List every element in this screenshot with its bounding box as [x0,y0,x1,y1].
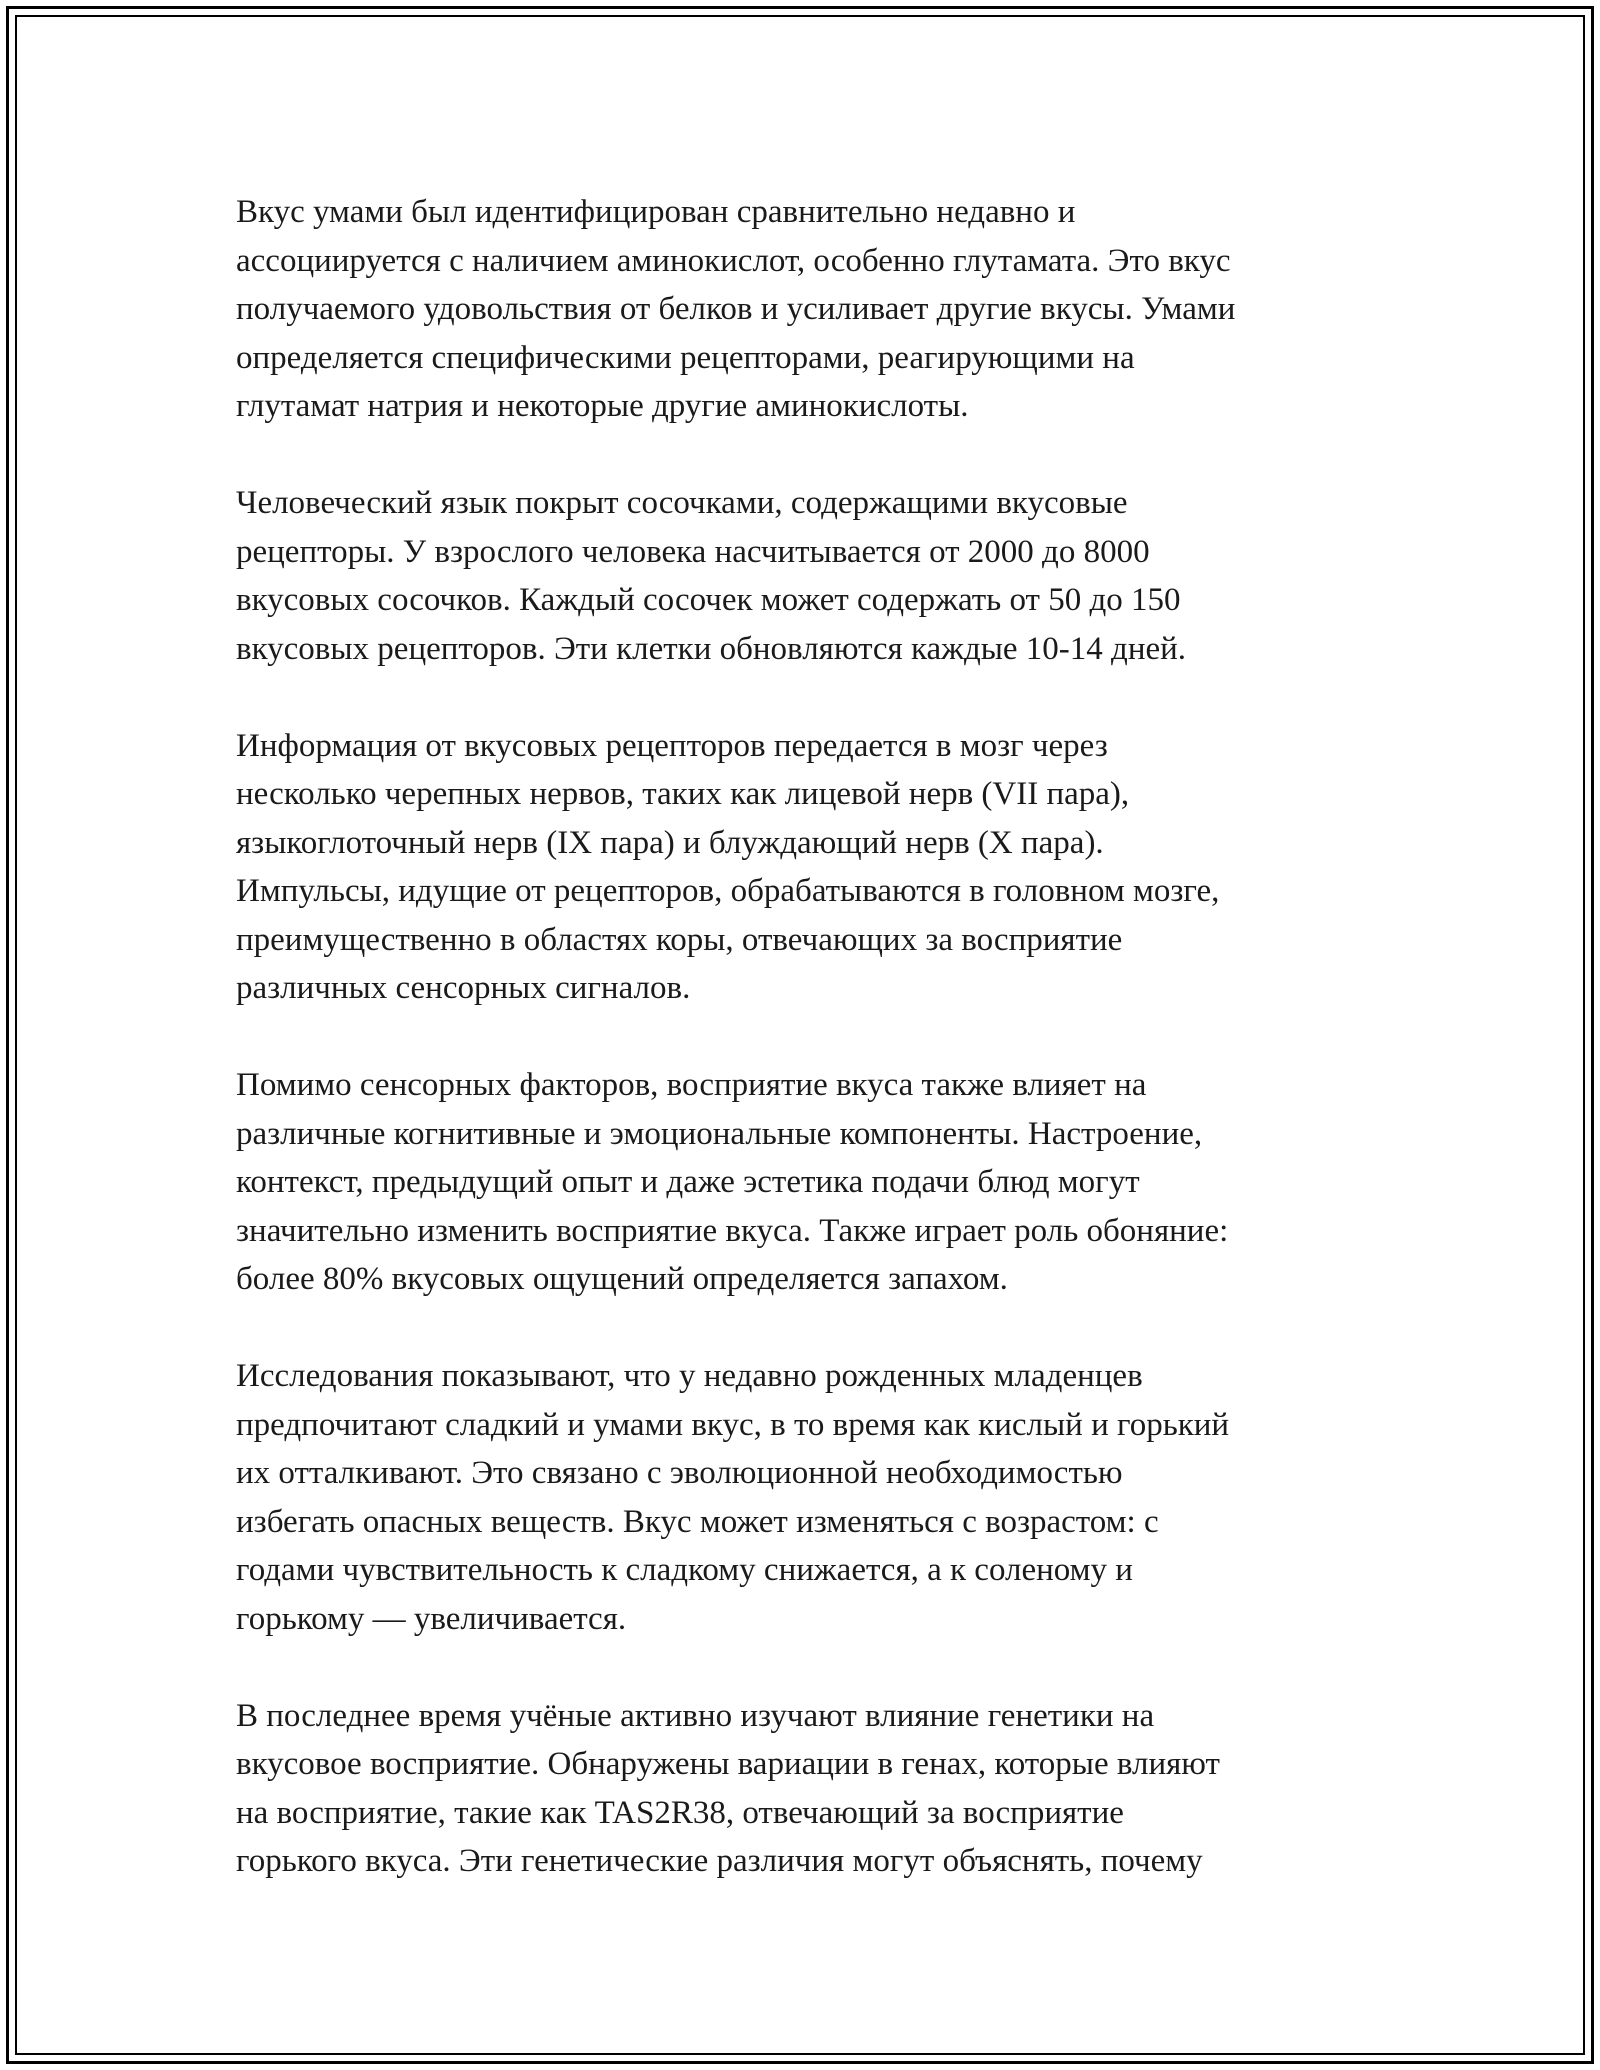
text-line: различные когнитивные и эмоциональные компоненты. Настроение, [236,1115,1203,1152]
text-line: рецепторы. У взрослого человека насчитывается от 2000 до 8000 [236,533,1150,570]
text-line: контекст, предыдущий опыт и даже эстетика подачи блюд могут [236,1164,1140,1200]
text-line: избегать опасных веществ. Вкус может изменяться с возрастом: с [236,1503,1159,1540]
text-line: их отталкивают. Это связано с эволюционной необходимостью [236,1455,1123,1491]
text-line: вкусовое восприятие. Обнаружены вариации в генах, которые влияют [236,1746,1220,1782]
text-line: вкусовых рецепторов. Эти клетки обновляются каждые 10-14 дней. [236,630,1187,667]
text-line: горького вкуса. Эти генетические различия могут объяснять, почему [236,1843,1203,1879]
text-line: различных сенсорных сигналов. [236,970,691,1006]
text-line: получаемого удовольствия от белков и усиливает другие вкусы. Умами [236,291,1236,327]
text-line: ассоциируется с наличием аминокислот, особенно глутамата. Это вкус [236,242,1231,279]
text-line: горькому — увеличивается. [236,1600,627,1637]
paragraph-6 [236,1692,1376,1886]
text-line: на восприятие, такие как TAS2R38, отвечающий за восприятие [236,1794,1124,1831]
text-line: Помимо сенсорных факторов, восприятие вкуса также влияет на [236,1067,1147,1103]
paragraph-3 [236,722,1376,1013]
paragraph-4 [236,1061,1376,1304]
text-line: вкусовых сосочков. Каждый сосочек может содержать от 50 до 150 [236,582,1181,618]
text-line: преимущественно в областях коры, отвечающих за восприятие [236,921,1123,958]
text-line: определяется специфическими рецепторами, реагирующими на [236,339,1135,376]
text-line: годами чувствительность к сладкому снижается, а к соленому и [236,1552,1133,1588]
text-line: языкоглоточный нерв (IX пара) и блуждающий нерв (X пара). [236,824,1104,861]
text-line: значительно изменить восприятие вкуса. Также играет роль обоняние: [236,1212,1229,1249]
text-line: предпочитают сладкий и умами вкус, в то время как кислый и горький [236,1406,1230,1443]
text-line: несколько черепных нервов, таких как лицевой нерв (VII пара), [236,776,1130,812]
paragraph-5 [236,1352,1376,1643]
document-body [236,188,1376,1934]
text-line: более 80% вкусовых ощущений определяется запахом. [236,1261,1008,1297]
paragraph-1 [236,188,1376,431]
text-line: Импульсы, идущие от рецепторов, обрабатываются в головном мозге, [236,873,1220,909]
text-line: Информация от вкусовых рецепторов передается в мозг через [236,727,1108,764]
text-line: глутамат натрия и некоторые другие аминокислоты. [236,388,969,424]
paragraph-2 [236,479,1376,673]
text-line: Человеческий язык покрыт сосочками, содержащими вкусовые [236,485,1128,521]
text-line: Исследования показывают, что у недавно рожденных младенцев [236,1358,1143,1394]
text-line: Вкус умами был идентифицирован сравнительно недавно и [236,194,1076,230]
text-line: В последнее время учёные активно изучают влияние генетики на [236,1697,1155,1734]
